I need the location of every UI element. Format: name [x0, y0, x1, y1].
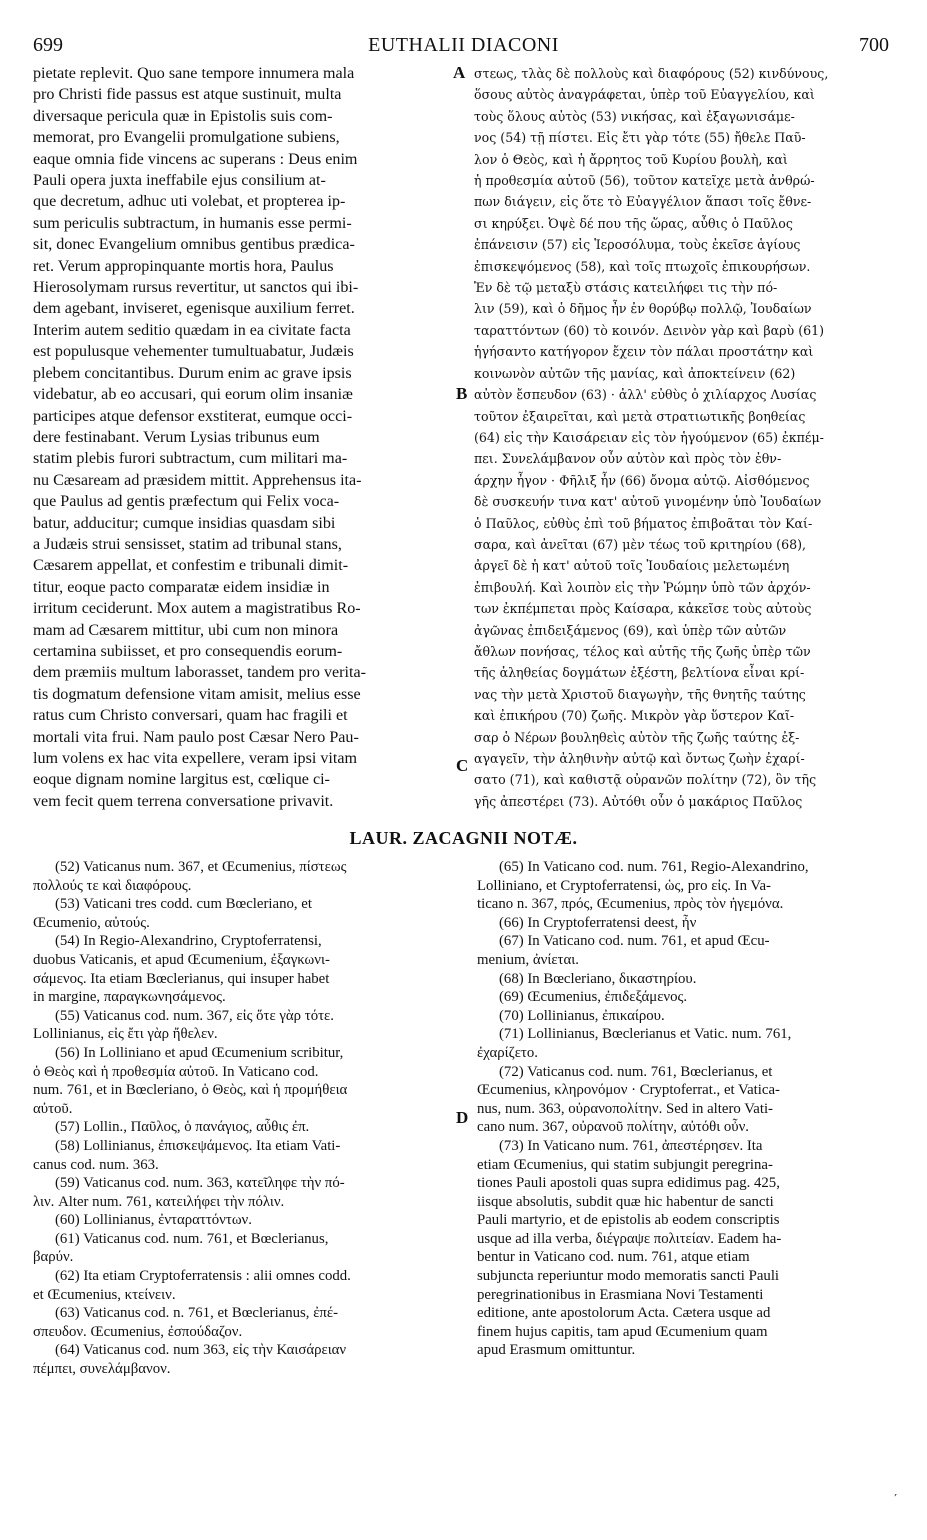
footnote: [33, 1267, 453, 1304]
footnote: [477, 988, 899, 1007]
footnote-text: (62) Ita etiam Cryptoferratensis : alii omnes codd. et Œcumenius, κτείνειν.: [33, 1268, 351, 1303]
footnote-text: (65) In Vaticano cod. num. 761, Regio-Alexandrino, Lolliniano, et Cryptoferratensi, ὡς, pro εἰς. In Va- ticano n. 367, πρός, Œcumenius, πρὸς τὸν ἡγεμόνα.: [477, 859, 809, 913]
footnote: [33, 1230, 453, 1267]
footnote: [33, 858, 453, 895]
latin-text-line: a Judæis strui sensisset, statim ad tribunal stans,: [33, 535, 342, 553]
greek-text-line: ἀγῶνας ἐπιδειξάμενος (69), καὶ ὑπὲρ τῶν αὐτῶν: [474, 622, 787, 638]
footnote-text: (56) In Lolliniano et apud Œcumenium scribitur, ὁ Θεὸς καὶ ἡ προθεσμία αὐτοῦ. In Vaticano cod. num. 761, et in Bœcleriano, ὁ Θεὸς, καὶ ἡ προμήθεια αὐτοῦ.: [33, 1044, 348, 1117]
greek-text-line: λον ὁ Θεὸς, καὶ ἡ ἄρρητος τοῦ Κυρίου βουλὴ, καὶ: [474, 151, 788, 167]
latin-text-line: Pauli opera juxta ineffabile ejus consilium at-: [33, 172, 326, 190]
latin-text-line: que Paulus ad gentis præfectum qui Felix voca-: [33, 493, 340, 511]
footnote-text: (53) Vaticani tres codd. cum Bœcleriano, et Œcumenio, αὐτούς.: [33, 896, 312, 931]
greek-text-line: δὲ συσκευήν τινα κατ' αὐτοῦ γινομένην ὑπὸ Ἰουδαίων: [474, 494, 822, 510]
latin-text-line: titur, eoque pacto comparatæ eidem insidiæ in: [33, 578, 330, 596]
greek-text-line: τοῦτον ἐξαιρεῖται, καὶ μετὰ στρατιωτικῆς βοηθείας: [474, 408, 806, 424]
notes-left-column: [33, 858, 453, 1379]
footnote: [477, 970, 899, 989]
footnote: [33, 932, 453, 1006]
footnote-text: (57) Lollin., Παῦλος, ὁ πανάγιος, αὖθις ἐπ.: [55, 1119, 310, 1136]
greek-text-line: ἐπισκεψόμενος (58), καὶ τοῖς πτωχοῖς ἐπικουρήσων.: [474, 258, 811, 274]
footnote: [33, 1007, 453, 1044]
footnote: [33, 895, 453, 932]
latin-text-line: irritum ceciderunt. Mox autem a magistratibus Ro-: [33, 600, 361, 618]
latin-text-line: mam ad Cæsarem mittitur, ubi cum non minora: [33, 621, 339, 639]
footnote-text: (71) Lollinianus, Bœclerianus et Vatic. num. 761, ἐχαρίζετο.: [477, 1026, 792, 1061]
footnote-text: (69) Œcumenius, ἐπιδεξάμενος.: [499, 989, 688, 1006]
greek-text-line: ταραττόντων (60) τὸ κοινόν. Δεινὸν γὰρ καὶ βαρὺ (61): [474, 322, 825, 338]
latin-text-line: dere festinabant. Verum Lysias tribunus eum: [33, 428, 320, 446]
greek-text-line: ὁ Παῦλος, εὐθὺς ἐπὶ τοῦ βήματος ἐπιβοᾶται τὸν Καί-: [474, 515, 813, 531]
footnote: [477, 1007, 899, 1026]
footnote: [33, 1341, 453, 1378]
greek-text-line: κοινωνὸν αὐτῶν τῆς μανίας, καὶ ἀποκτείνειν (62): [474, 365, 796, 381]
greek-text-line: ὅσους αὐτὸς ἀναγράφεται, ὑπὲρ τοῦ Εὐαγγελίου, καὶ: [474, 87, 815, 103]
latin-text-line: batur, adducitur; cumque insidias quasdam sibi: [33, 514, 336, 532]
latin-text-line: lum volens ex hac vita expellere, veram ipsi vitam: [33, 750, 358, 767]
latin-text-line: dem præmiis multum laborasset, tandem pro verita-: [33, 664, 366, 682]
corner-mark: ′: [894, 1492, 897, 1506]
greek-text-line: των ἐκπέμπεται πρὸς Καίσαρα, κἀκεῖσε τοὺς αὐτοὺς: [474, 601, 812, 617]
greek-text-line: νος (54) τῇ πίστει. Εἰς ἔτι γὰρ τότε (55) ἤθελε Παῦ-: [474, 130, 806, 146]
greek-text-line: λιν (59), καὶ ὁ δῆμος ἦν ἐν θορύβῳ πολλῷ, Ἰουδαίων: [474, 301, 812, 317]
footnote: [477, 1025, 899, 1062]
footnote-text: (59) Vaticanus cod. num. 363, κατεῖληφε τὴν πό- λιν. Alter num. 761, κατειλήφει τὴν πόλιν.: [33, 1175, 345, 1210]
greek-text-line: ἡ προθεσμία αὐτοῦ (56), τοῦτον κατεῖχε μετὰ ἀνθρώ-: [474, 173, 815, 189]
greek-text-line: ἐπιβουλή. Καὶ λοιπὸν εἰς τὴν Ῥώμην ὑπὸ τῶν ἀρχόν-: [474, 579, 811, 595]
greek-text-line: ἡγήσαντο κατήγορον ἔχειν τὸν πάλαι προστάτην καὶ: [474, 344, 814, 360]
footnote: [477, 858, 899, 914]
margin-marker-b: B: [456, 384, 468, 403]
footnote-text: (73) In Vaticano num. 761, ἀπεστέρησεν. Ita etiam Œcumenius, qui statim subjungit peregrina- tiones Pauli apostoli quas supra edidimus pag. 425, iisque absolutis, subdit quæ hic habentur de sancti Pauli martyrio, et de epistolis ab eodem conscriptis usque ad illa verba, διέγραψε πολιτείαν. Eadem ha- bentur in Vaticano cod. num. 761, atque etiam subjuncta reperiuntur modo memoratis sancti Pauli peregrinationibus in Erasmiana Novi Testamenti editione, ante apostolorum Acta. Cætera usque ad finem hujus capitis, tam apud Œcumenium quam apud Erasmum omittuntur.: [477, 1137, 782, 1359]
footnote-text: (70) Lollinianus, ἐπικαίρου.: [499, 1007, 665, 1024]
footnote: [33, 1118, 453, 1137]
footnote: [33, 1174, 453, 1211]
greek-text-line: Ἐν δὲ τῷ μεταξὺ στάσις κατειλήφει τις τὴν πό-: [474, 280, 778, 296]
greek-text-line: ἄθλων πονήσας, τέλος καὶ αὐτῆς τῆς ζωῆς ὑπὲρ τῶν: [474, 643, 811, 659]
greek-text-line: τοὺς ὅλους αὐτὸς (53) νικήσας, καὶ ἐξαγωνισάμε-: [474, 108, 795, 124]
latin-text-line: nu Cæsaream ad præsidem mittit. Apprehensus ita-: [33, 471, 362, 489]
latin-text-line: videbatur, ab eo accusari, qui eorum olim insaniæ: [33, 386, 353, 404]
greek-text-line: γῆς ἀπεστέρει (73). Αὐτόθι οὖν ὁ μακάριος Παῦλος: [474, 793, 803, 809]
latin-text-line: ret. Verum appropinquante mortis hora, Paulus: [33, 257, 334, 275]
margin-marker-d: D: [456, 1108, 469, 1127]
footnote: [477, 1063, 899, 1137]
latin-text-line: mortali vita frui. Nam paulo post Cæsar Nero Pau-: [33, 728, 359, 746]
greek-text-line: αγαγεῖν, τὴν ἀληθινὴν αὐτῷ καὶ ὄντως ζωὴν ἐχαρί-: [474, 751, 805, 766]
greek-text-line: καὶ ἐπικήρου (70) ζωῆς. Μικρὸν γὰρ ὕστερον Καῖ-: [474, 708, 795, 724]
footnote-text: (52) Vaticanus num. 367, et Œcumenius, πίστεως πολλούς τε καὶ διαφόρους.: [33, 859, 347, 894]
page-number-left: 699: [33, 34, 63, 56]
latin-text-line: tis dogmatum defensione vitam amisit, melius esse: [33, 685, 361, 703]
greek-text-line: στεως, τλὰς δὲ πολλοὺς καὶ διαφόρους (52) κινδύνους,: [474, 66, 829, 81]
page-number-right: 700: [859, 34, 889, 56]
latin-text-column: [33, 63, 451, 812]
latin-text-line: memorat, pro Evangelii promulgatione subiens,: [33, 129, 340, 147]
latin-text-line: certamina subiisset, et pro consequendis eorum-: [33, 642, 343, 660]
latin-text-line: sit, donec Evangelium omnibus gentibus prædica-: [33, 236, 355, 254]
footnote-text: (58) Lollinianus, ἐπισκεψάμενος. Ita etiam Vati- canus cod. num. 363.: [33, 1137, 341, 1173]
latin-text-line: Hierosolymam rursus revertitur, ut sanctos qui ibi-: [33, 279, 359, 297]
footnote: [477, 932, 899, 969]
footnote-text: (64) Vaticanus cod. num 363, εἰς τὴν Καισάρειαν πέμπει, συνελάμβανον.: [33, 1342, 347, 1378]
greek-text-line: νας τὴν μετὰ Χριστοῦ διαγωγὴν, τῆς θνητῆς ταύτης: [474, 686, 806, 702]
notes-right-column: [477, 858, 899, 1360]
footnote-text: (67) In Vaticano cod. num. 761, et apud Œcu- menium, ἀνίεται.: [477, 933, 770, 968]
footnote-text: (54) In Regio-Alexandrino, Cryptoferratensi, duobus Vaticanis, et apud Œcumenium, ἐξαγκωνι- σάμενος. Ita etiam Bœclerianus, qui insuper habet in margine, παραγκωνησάμενος.: [33, 933, 330, 1006]
latin-text-line: plebem concitantibus. Durum enim ac grave ipsis: [33, 364, 352, 382]
latin-text-line: ratus cum Christo conversari, quam hac fragili et: [33, 707, 348, 725]
footnote-text: (55) Vaticanus cod. num. 367, εἰς ὅτε γὰρ τότε. Lollinianus, εἰς ἔτι γὰρ ἤθελεν.: [33, 1007, 334, 1043]
margin-marker-c: C: [456, 756, 469, 775]
footnote-text: (68) In Bœcleriano, δικαστηρίου.: [499, 970, 697, 987]
footnote-text: (72) Vaticanus cod. num. 761, Bœclerianus, et Œcumenius, κληρονόμον · Cryptoferrat., et Vatica- nus, num. 363, οὐρανοπολίτην. Sed in altero Vati- cano num. 367, οὐρανοῦ πολίτην, αὐτόθι οὖν.: [477, 1063, 780, 1136]
greek-text-line: σαρα, καὶ ἀνεῖται (67) μὲν τέως τοῦ κριτηρίου (68),: [474, 536, 807, 552]
footnote: [33, 1211, 453, 1230]
latin-text-line: pietate replevit. Quo sane tempore innumera mala: [33, 65, 355, 82]
greek-text-line: αὐτὸν ἔσπευδον (63) · ἀλλ' εὐθὺς ὁ χιλίαρχος Λυσίας: [474, 387, 817, 403]
latin-text-line: Interim autem seditio quædam in ea civitate facta: [33, 321, 351, 339]
running-title: EUTHALII DIACONI: [368, 34, 559, 56]
latin-text-line: est populusque vehementer tumultuabatur, Judæis: [33, 343, 354, 361]
latin-text-line: eoque dignam nomine largitus est, cœlique ci-: [33, 771, 330, 789]
latin-text-line: que decretum, adhuc uti volebat, et propterea ip-: [33, 193, 346, 211]
greek-text-line: ἐπάνεισιν (57) εἰς Ἱεροσόλυμα, τοὺς ἐκεῖσε ἁγίους: [474, 237, 801, 253]
latin-text-line: Cæsarem appellat, et confestim e tribunali dimit-: [33, 557, 349, 575]
greek-text-line: σατο (71), καὶ καθιστᾷ οὐρανῶν πολίτην (72), ὃν τῆς: [474, 772, 817, 788]
footnote: [477, 914, 899, 933]
greek-text-line: σι κηρύξει. Ὀψὲ δέ που τῆς ὥρας, αὖθις ὁ Παῦλος: [474, 215, 793, 231]
latin-text-line: statim plebis furori subtractum, cum militari ma-: [33, 450, 348, 468]
greek-text-line: τῆς ἀληθείας δογμάτων ἐξέστη, βελτίονα εἶναι κρί-: [474, 665, 805, 681]
footnote: [33, 1137, 453, 1174]
footnote: [33, 1304, 453, 1341]
footnote-text: (63) Vaticanus cod. n. 761, et Bœclerianus, ἐπέ- σπευδον. Œcumenius, ἐσπούδαζον.: [33, 1305, 339, 1340]
greek-text-line: πει. Συνελάμβανον οὖν αὐτὸν καὶ πρὸς τὸν ἐθν-: [474, 451, 782, 467]
latin-text-line: diversaque pericula quæ in Epistolis suis com-: [33, 107, 333, 125]
greek-text-line: ἀργεῖ δὲ ἡ κατ' αὐτοῦ τοῖς Ἰουδαίοις μελετωμένη: [474, 558, 790, 574]
latin-text-line: dem agebant, inviseret, egenisque auxilium ferret.: [33, 300, 355, 318]
latin-text-line: sum periculis subtractum, in humanis esse permi-: [33, 214, 352, 232]
greek-text-line: (64) εἰς τὴν Καισάρειαν εἰς τὸν ἡγούμενον (65) ἐκπέμ-: [474, 429, 824, 445]
greek-text-column: [474, 63, 899, 812]
footnote-text: (60) Lollinianus, ἐνταραττόντων.: [55, 1212, 252, 1229]
greek-text-line: σαρ ὁ Νέρων βουληθεὶς αὐτὸν τῆς ζωῆς ταύτης ἐξ-: [474, 729, 800, 745]
greek-text-line: πων διάγειν, εἰς ὅτε τὸ Εὐαγγέλιον ἅπασι τοῖς ἔθνε-: [474, 194, 812, 210]
notes-heading: LAUR. ZACAGNII NOTÆ.: [349, 828, 578, 848]
page-header: [0, 34, 927, 60]
latin-text-line: participes atque defensor exstiterat, eumque occi-: [33, 407, 353, 425]
footnote-text: (61) Vaticanus cod. num. 761, et Bœclerianus, βαρύν.: [33, 1230, 329, 1266]
latin-text-line: eaque omnia fide vincens ac superans : Deus enim: [33, 150, 358, 168]
margin-marker-a: A: [453, 63, 466, 82]
greek-text-line: άρχην ἦγον · Φῆλιξ ἦν (66) ὄνομα αὐτῷ. Αἰσθόμενος: [474, 472, 810, 488]
latin-text-line: vem fecit quem terrena conversatione privavit.: [33, 792, 334, 810]
footnote: [33, 1044, 453, 1118]
footnote: [477, 1137, 899, 1360]
latin-text-line: pro Christi fide passus est atque sustinuit, multa: [33, 86, 342, 104]
footnote-text: (66) In Cryptoferratensi deest, ἦν: [499, 914, 697, 931]
